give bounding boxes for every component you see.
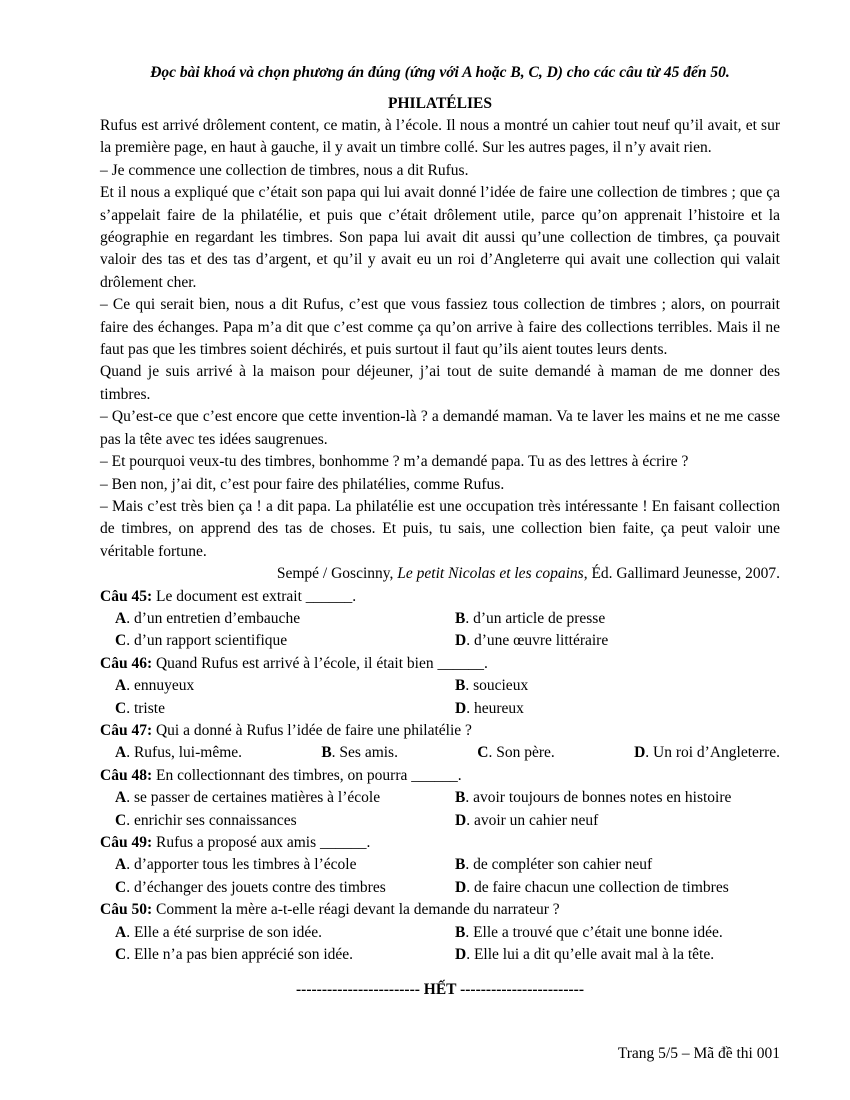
question-block [100,586,780,653]
answer-option[interactable] [100,944,440,966]
passage [100,115,780,586]
answer-options [100,608,780,653]
answer-option[interactable] [100,675,440,697]
answer-option[interactable] [100,608,440,630]
answer-option[interactable] [440,922,780,944]
option-text: . d’apporter tous les timbres à l’école [126,856,357,874]
paragraph: Quand je suis arrivé à la maison pour déjeuner, j’ai tout de suite demandé à maman de me donner des timbres. [100,363,780,403]
answer-option[interactable] [440,630,780,652]
option-letter: B [455,923,466,941]
answer-option[interactable] [100,787,440,809]
option-letter: D [455,632,467,650]
question-block [100,832,780,899]
question-list [100,586,780,967]
question-number: Câu 45: [100,587,153,605]
option-letter: A [115,789,127,807]
option-text: . Elle lui a dit qu’elle avait mal à la tête. [466,946,715,964]
source-citation [100,563,780,585]
option-letter: D [455,811,467,829]
exam-page [100,62,780,1001]
question-stem [100,586,780,608]
option-letter: B [455,789,466,807]
question-text: Comment la mère a-t-elle réagi devant la demande du narrateur ? [152,901,560,919]
question-block [100,765,780,832]
answer-option[interactable] [440,675,780,697]
instruction: Đọc bài khoá và chọn phương án đúng (ứng với A hoặc B, C, D) cho các câu từ 45 đến 50. [150,64,730,81]
question-number: Câu 48: [100,766,153,784]
option-text: . Rufus, lui-même. [126,744,243,762]
answer-options [100,922,780,967]
option-letter: C [115,811,127,829]
answer-option[interactable] [440,944,780,966]
question-text: En collectionnant des timbres, on pourra ______. [152,766,462,784]
source-suffix: , Éd. Gallimard Jeunesse, 2007. [583,565,780,583]
question-block [100,720,780,765]
source-prefix: Sempé / Goscinny, [276,565,398,583]
option-letter: B [455,856,466,874]
answer-options [100,742,780,764]
answer-options [100,787,780,832]
answer-option[interactable] [440,787,780,809]
option-letter: C [477,744,489,762]
option-text: . Ses amis. [331,744,398,762]
answer-options [100,675,780,720]
option-letter: D [455,878,467,896]
answer-option[interactable] [634,742,780,764]
page-footer: Trang 5/5 – Mã đề thi 001 [617,1045,780,1062]
answer-option[interactable] [440,810,780,832]
option-letter: C [115,632,127,650]
answer-option[interactable] [100,698,440,720]
question-number: Câu 50: [100,901,153,919]
answer-options [100,854,780,899]
option-letter: B [321,744,332,762]
question-stem [100,720,780,742]
option-letter: A [115,677,127,695]
option-text: . soucieux [465,677,529,695]
paragraph: – Je commence une collection de timbres, nous a dit Rufus. [100,161,469,179]
option-text: . avoir un cahier neuf [466,811,599,829]
option-text: . se passer de certaines matières à l’école [126,789,381,807]
option-text: . d’échanger des jouets contre des timbres [126,878,386,896]
paragraph: – Et pourquoi veux-tu des timbres, bonhomme ? m’a demandé papa. Tu as des lettres à écrire ? [100,453,689,471]
option-text: . d’un rapport scientifique [126,632,288,650]
option-letter: B [455,677,466,695]
source-book-title: Le petit Nicolas et les copains [397,565,584,583]
option-text: . Elle a été surprise de son idée. [126,923,323,941]
answer-option[interactable] [440,854,780,876]
option-text: . Un roi d’Angleterre. [645,744,780,762]
answer-option[interactable] [100,854,440,876]
answer-option[interactable] [100,922,440,944]
option-text: . d’un article de presse [465,609,606,627]
question-block [100,899,780,966]
answer-option[interactable] [321,742,398,764]
option-letter: A [115,744,127,762]
answer-option[interactable] [440,698,780,720]
option-letter: A [115,923,127,941]
answer-option[interactable] [100,630,440,652]
question-number: Câu 47: [100,721,153,739]
option-text: . de faire chacun une collection de timbres [466,878,729,896]
paragraph: – Mais c’est très bien ça ! a dit papa. La philatélie est une occupation très intéressante ! En faisant collection de timbres, on apprend des tas de choses. Et puis, tu sais, une collection bien faite, ça peut valoir une véritable fortune. [100,497,780,560]
question-stem [100,899,780,921]
paragraph: – Qu’est-ce que c’est encore que cette invention-là ? a demandé maman. Va te laver les mains et ne me casse pas la tête avec tes idées saugrenues. [100,408,780,448]
option-letter: D [634,744,646,762]
option-text: . d’une œuvre littéraire [466,632,609,650]
option-text: . Elle a trouvé que c’était une bonne idée. [465,923,723,941]
option-text: . d’un entretien d’embauche [126,609,301,627]
option-letter: B [455,609,466,627]
option-letter: C [115,699,127,717]
option-text: . avoir toujours de bonnes notes en histoire [465,789,732,807]
answer-option[interactable] [477,742,555,764]
end-marker: ------------------------ HẾT ------------------------ [296,981,584,999]
option-text: . ennuyeux [126,677,195,695]
answer-option[interactable] [115,742,242,764]
option-text: . enrichir ses connaissances [126,811,297,829]
option-letter: D [455,699,467,717]
question-text: Rufus a proposé aux amis ______. [152,834,371,851]
answer-option[interactable] [440,608,780,630]
option-text: . de compléter son cahier neuf [465,856,653,874]
option-text: . triste [126,699,165,717]
question-number: Câu 49: [100,834,153,851]
option-letter: C [115,946,127,964]
question-number: Câu 46: [100,654,153,672]
question-text: Le document est extrait ______. [152,587,357,605]
question-stem [100,765,780,787]
paragraph: – Ce qui serait bien, nous a dit Rufus, c’est que vous fassiez tous collection de timbres ; alors, on pourrait faire des échanges. Papa m’a dit que c’est comme ça qu’on arrive à faire des collections terribles. Mais il ne faut pas que les timbres soient déchirés, et puis surtout il faut qu’ils aient toutes leurs dents. [100,296,780,359]
paragraph: Rufus est arrivé drôlement content, ce matin, à l’école. Il nous a montré un cahier tout neuf qu’il avait, et sur la première page, en haut à gauche, il y avait un timbre collé. Sur les autres pages, il n’y avait rien. [100,117,780,157]
option-letter: A [115,609,127,627]
option-letter: A [115,856,127,874]
answer-option[interactable] [100,810,440,832]
paragraph: – Ben non, j’ai dit, c’est pour faire des philatélies, comme Rufus. [100,475,505,493]
option-text: . Elle n’a pas bien apprécié son idée. [126,946,354,964]
question-text: Quand Rufus est arrivé à l’école, il était bien ______. [152,654,488,672]
question-stem [100,832,780,854]
paragraph: Et il nous a expliqué que c’était son papa qui lui avait donné l’idée de faire une collection de timbres ; que ça s’appelait faire de la philatélie, et puis que c’était drôlement utile, parce qu’on apprenait l’histoire et la géographie en regardant les timbres. Son papa lui avait dit aussi qu’une collection de timbres, ça pouvait valoir des tas et des tas d’argent, et qu’il y avait eu un roi d’Angleterre qui avait une collection qui valait drôlement cher. [100,184,780,291]
question-text: Qui a donné à Rufus l’idée de faire une philatélie ? [152,721,472,739]
passage-title: PHILATÉLIES [388,95,492,112]
answer-option[interactable] [440,877,780,899]
option-letter: C [115,878,127,896]
question-stem [100,653,780,675]
option-text: . heureux [466,699,524,717]
question-block [100,653,780,720]
option-text: . Son père. [488,744,555,762]
answer-option[interactable] [100,877,440,899]
option-letter: D [455,946,467,964]
